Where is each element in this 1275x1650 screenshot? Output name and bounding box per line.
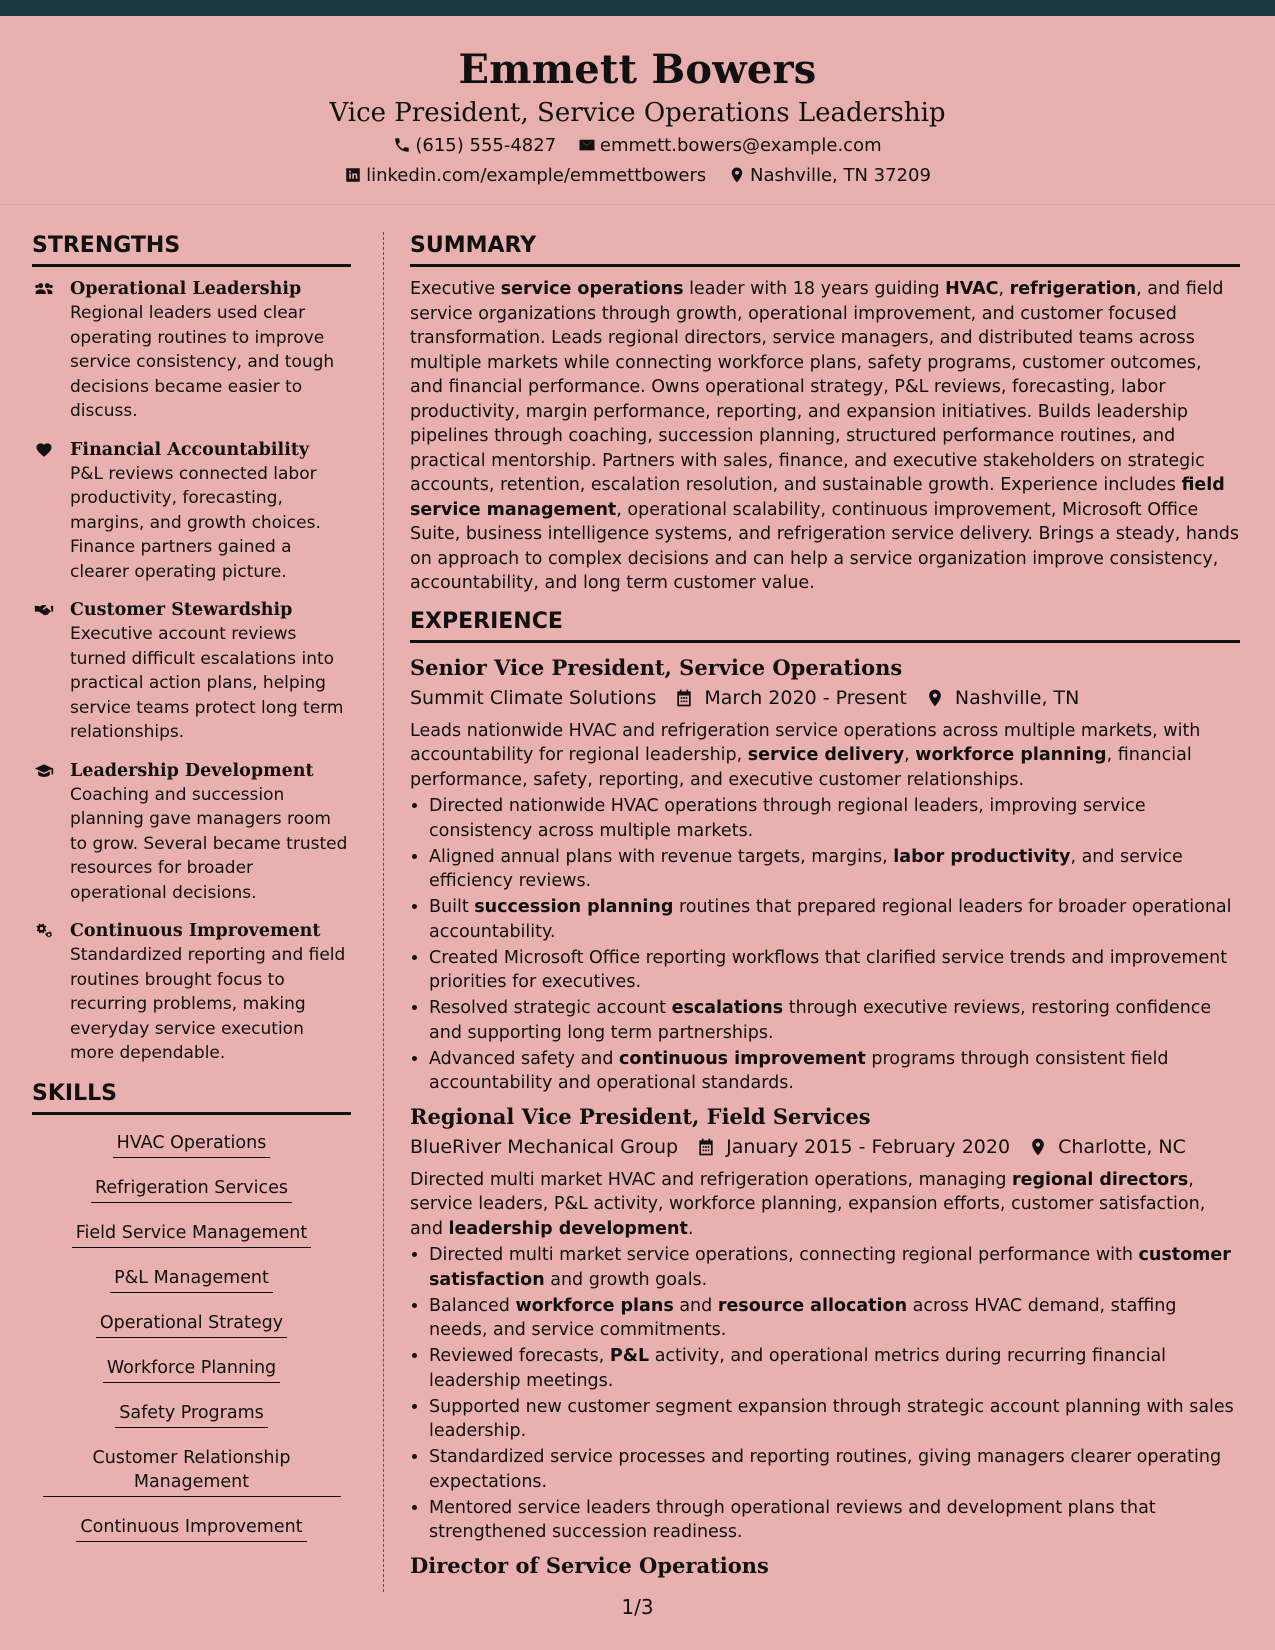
top-accent-bar: [0, 0, 1275, 16]
job-title: Regional Vice President, Field Services: [410, 1103, 871, 1129]
map-pin-icon: [728, 166, 746, 184]
skills-list: [32, 1125, 351, 1554]
job-entry: [410, 1551, 1240, 1581]
skill-row: [32, 1395, 351, 1440]
text-segment: Advanced safety and: [429, 1048, 620, 1069]
job-entry: [410, 653, 1240, 1096]
skill-row: [32, 1305, 351, 1350]
skill-tag: Continuous Improvement: [76, 1515, 306, 1542]
text-segment: Built: [429, 897, 475, 917]
linkedin-contact[interactable]: [344, 162, 706, 190]
linkedin-text: linkedin.com/example/emmettbowers: [366, 165, 707, 186]
text-segment: Standardized service processes and reporting routines, giving managers clearer operating expectations.: [429, 1447, 1222, 1492]
emphasized-text: leadership development: [448, 1218, 688, 1239]
text-segment: Aligned annual plans with revenue targets, margins,: [429, 846, 894, 867]
skill-tag: Safety Programs: [115, 1401, 268, 1428]
emphasized-text: field service management: [410, 475, 1225, 520]
location-contact: [728, 162, 931, 190]
column-divider: [383, 232, 384, 1592]
strength-item: [32, 277, 351, 424]
calendar-icon: [696, 1137, 716, 1157]
text-segment: through executive reviews, restoring confidence and supporting long term partnerships.: [429, 998, 1212, 1043]
text-segment: , and service efficiency reviews.: [429, 846, 1183, 891]
text-segment: Balanced: [429, 1295, 516, 1316]
text-segment: Executive: [410, 279, 501, 299]
gears-icon: [32, 921, 56, 941]
strengths-list: [32, 277, 351, 1066]
emphasized-text: workforce planning: [915, 745, 1107, 765]
skills-heading: SKILLS: [32, 1080, 351, 1115]
job-meta: [410, 1132, 1240, 1162]
skill-row: [32, 1170, 351, 1215]
text-segment: Supported new customer segment expansion through strategic account planning with sales leadership.: [429, 1396, 1234, 1441]
strength-item: [32, 759, 351, 906]
text-segment: Directed multi market HVAC and refrigeration operations, managing: [410, 1169, 1012, 1190]
text-segment: Leads nationwide HVAC and refrigeration service operations across multiple markets, with accountability for regional leadership,: [410, 720, 1201, 765]
skill-row: [32, 1509, 351, 1554]
skill-row: [32, 1440, 351, 1509]
contact-row-2: [0, 162, 1275, 190]
skill-tag: Refrigeration Services: [91, 1176, 292, 1203]
job-bullet: [429, 794, 1240, 843]
emphasized-text: customer satisfaction: [429, 1245, 1231, 1290]
text-segment: Resolved strategic account: [429, 998, 672, 1018]
text-segment: Reviewed forecasts,: [429, 1346, 610, 1366]
skill-tag: P&L Management: [110, 1266, 273, 1293]
job-description: [410, 719, 1240, 793]
skill-row: [32, 1125, 351, 1170]
job-bullet: [429, 1243, 1240, 1292]
calendar-icon: [674, 688, 694, 708]
text-segment: .: [687, 1218, 694, 1239]
handshake-icon: [32, 600, 56, 620]
skill-row: [32, 1215, 351, 1260]
job-title: Director of Service Operations: [410, 1552, 769, 1578]
emphasized-text: HVAC: [945, 279, 999, 299]
strength-title: Operational Leadership: [70, 279, 302, 299]
company-name: Summit Climate Solutions: [410, 686, 657, 709]
page-indicator: 1/3: [621, 1595, 654, 1619]
candidate-name: Emmett Bowers: [458, 46, 817, 93]
text-segment: and: [673, 1295, 718, 1316]
skill-tag: Workforce Planning: [103, 1356, 280, 1383]
job-title: Senior Vice President, Service Operations: [410, 654, 903, 680]
text-segment: , financial performance, safety, reporting, and executive customer relationships.: [410, 745, 1192, 790]
emphasized-text: service delivery: [747, 745, 905, 765]
skill-tag: Field Service Management: [72, 1221, 311, 1248]
strength-item: [32, 438, 351, 585]
job-entry: [410, 1102, 1240, 1545]
strength-item: [32, 919, 351, 1066]
text-segment: , service leaders, P&L activity, workforce planning, expansion efforts, customer satisfaction, and: [410, 1169, 1206, 1239]
company-name: BlueRiver Mechanical Group: [410, 1135, 679, 1158]
emphasized-text: service operations: [500, 279, 684, 299]
job-bullets: [410, 1243, 1240, 1545]
heart-icon: [32, 440, 56, 460]
strength-description: Standardized reporting and field routines brought focus to recurring problems, making everyday service execution more dependable.: [70, 945, 346, 1063]
strength-description: P&L reviews connected labor productivity, forecasting, margins, and growth choices. Finance partners gained a clearer operating picture.: [70, 463, 321, 582]
strength-description: Coaching and succession planning gave managers room to grow. Several became trusted resources for broader operational decisions.: [70, 784, 348, 903]
job-location: Nashville, TN: [954, 686, 1080, 709]
skill-row: [32, 1350, 351, 1395]
job-dates: January 2015 - February 2020: [726, 1135, 1011, 1158]
emphasized-text: labor productivity: [893, 846, 1071, 867]
phone-icon: [393, 136, 411, 154]
job-description: [410, 1168, 1240, 1242]
resume-header: [0, 16, 1275, 205]
job-bullet: [429, 1047, 1240, 1096]
skill-tag: Customer Relationship Management: [43, 1446, 341, 1497]
emphasized-text: continuous improvement: [619, 1048, 866, 1069]
job-meta: [410, 683, 1240, 713]
skill-tag: Operational Strategy: [96, 1311, 287, 1338]
text-segment: and growth goals.: [544, 1269, 708, 1290]
job-bullet: [429, 1395, 1240, 1444]
job-bullet: [429, 1445, 1240, 1494]
text-segment: leader with 18 years guiding: [683, 279, 946, 299]
job-bullet: [429, 946, 1240, 995]
emphasized-text: regional directors: [1012, 1169, 1189, 1190]
strength-title: Financial Accountability: [70, 439, 310, 460]
emphasized-text: resource allocation: [717, 1295, 908, 1316]
text-segment: , operational scalability, continuous improvement, Microsoft Office Suite, business intelligence systems, and refrigeration service delivery. Brings a steady, hands on approach to complex decisions and can help a service organization improve consistency, accountability, and long term customer value.: [410, 499, 1239, 593]
email-contact[interactable]: [578, 132, 882, 160]
text-segment: , and field service organizations through growth, operational improvement, and customer focused transformation. Leads regional directors, service managers, and distributed teams across multiple markets while connecting workforce plans, safety programs, customer outcomes, and financial performance. Owns operational strategy, P&L reviews, forecasting, labor productivity, margin performance, reporting, and expansion initiatives. Builds leadership pipelines through coaching, succession planning, structured performance routines, and practical mentorship. Partners with sales, finance, and executive stakeholders on strategic accounts, retention, escalation resolution, and sustainable growth. Experience includes: [410, 279, 1224, 495]
text-segment: Directed multi market service operations, connecting regional performance with: [429, 1245, 1139, 1265]
text-segment: ,: [998, 279, 1010, 299]
location-text: Nashville, TN 37209: [750, 165, 931, 186]
emphasized-text: P&L: [609, 1346, 650, 1366]
users-icon: [32, 279, 56, 299]
emphasized-text: escalations: [671, 998, 784, 1018]
email-text: emmett.bowers@example.com: [599, 135, 882, 156]
envelope-icon: [578, 136, 596, 154]
job-bullets: [410, 794, 1240, 1096]
text-segment: Directed nationwide HVAC operations through regional leaders, improving service consistency across multiple markets.: [429, 796, 1146, 841]
skill-tag: HVAC Operations: [113, 1131, 271, 1158]
job-bullet: [429, 1294, 1240, 1343]
text-segment: activity, and operational metrics during recurring financial leadership meetings.: [429, 1346, 1167, 1391]
strength-title: Customer Stewardship: [70, 600, 293, 620]
text-segment: Mentored service leaders through operational reviews and development plans that strengthened succession readiness.: [429, 1497, 1156, 1542]
left-column: [32, 232, 351, 1554]
strength-title: Continuous Improvement: [70, 921, 321, 941]
job-dates: March 2020 - Present: [704, 686, 907, 709]
linkedin-icon: [344, 166, 362, 184]
skill-row: [32, 1260, 351, 1305]
emphasized-text: succession planning: [474, 897, 674, 917]
map-pin-icon: [1028, 1137, 1048, 1157]
strength-description: Regional leaders used clear operating routines to improve service consistency, and tough decisions became easier to discuss.: [70, 303, 335, 421]
text-segment: ,: [904, 745, 916, 765]
strength-description: Executive account reviews turned difficult escalations into practical action plans, helping service teams protect long term relationships.: [70, 624, 344, 742]
candidate-title: Vice President, Service Operations Leadership: [329, 98, 946, 128]
phone-text: (615) 555-4827: [415, 135, 557, 156]
graduation-cap-icon: [32, 761, 56, 781]
contact-row-1: [0, 132, 1275, 160]
text-segment: routines that prepared regional leaders for broader operational accountability.: [429, 897, 1232, 942]
strength-item: [32, 598, 351, 745]
job-bullet: [429, 996, 1240, 1045]
summary-text: [410, 277, 1240, 596]
job-bullet: [429, 845, 1240, 894]
right-column: [410, 232, 1240, 1587]
text-segment: programs through consistent field accountability and operational standards.: [429, 1048, 1169, 1093]
job-location: Charlotte, NC: [1058, 1135, 1186, 1158]
strengths-heading: STRENGTHS: [32, 232, 351, 267]
experience-heading: EXPERIENCE: [410, 608, 1240, 643]
job-bullet: [429, 1344, 1240, 1393]
strength-title: Leadership Development: [70, 760, 314, 781]
phone-contact[interactable]: [393, 132, 556, 160]
emphasized-text: refrigeration: [1009, 279, 1137, 299]
summary-heading: SUMMARY: [410, 232, 1240, 267]
job-bullet: [429, 895, 1240, 944]
job-bullet: [429, 1496, 1240, 1545]
map-pin-icon: [925, 688, 945, 708]
text-segment: Created Microsoft Office reporting workflows that clarified service trends and improvement priorities for executives.: [429, 947, 1228, 992]
text-segment: across HVAC demand, staffing needs, and service commitments.: [429, 1295, 1177, 1340]
experience-list: [410, 653, 1240, 1581]
emphasized-text: workforce plans: [515, 1295, 674, 1316]
